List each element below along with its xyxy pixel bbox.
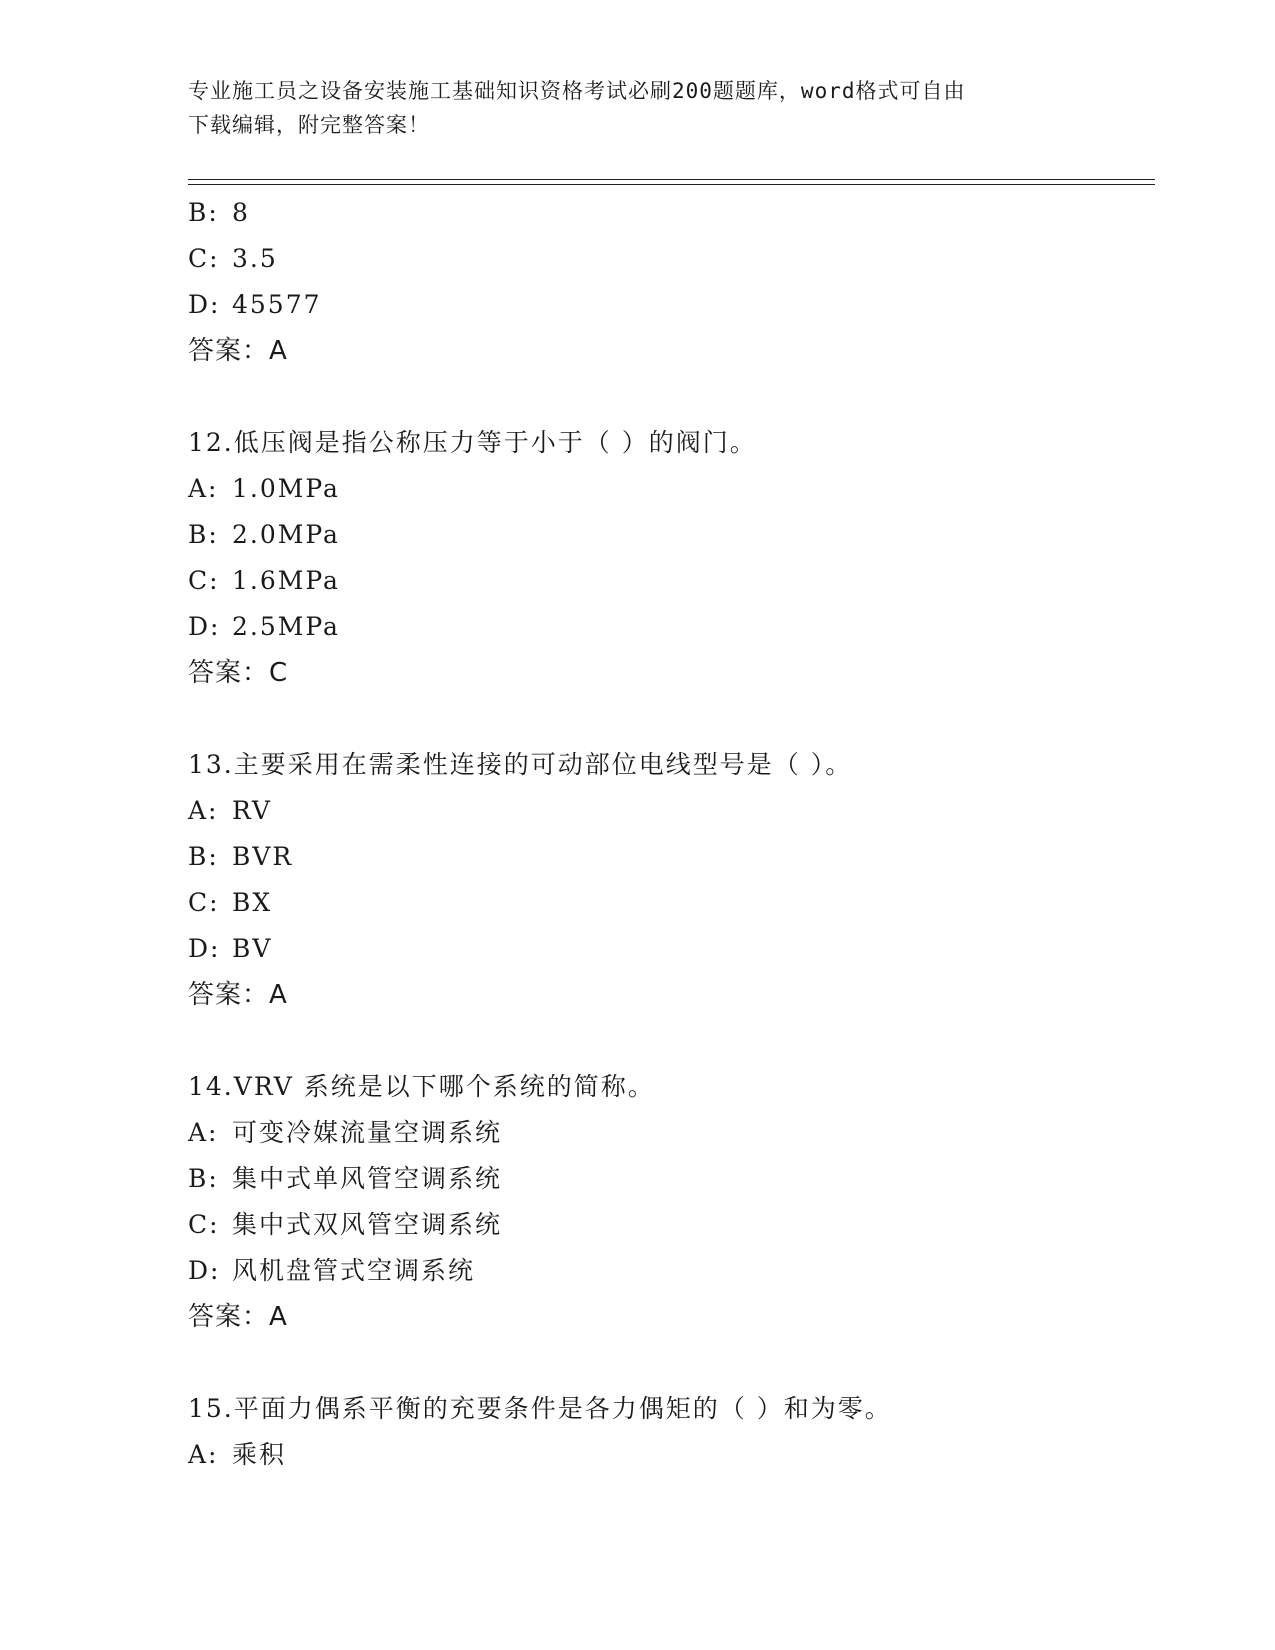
question-13 xyxy=(188,742,1148,1018)
option-c xyxy=(188,236,1148,282)
option-c xyxy=(188,880,1148,926)
option-text: BVR xyxy=(232,842,294,871)
document-header xyxy=(188,74,1088,142)
spacer xyxy=(188,374,1148,420)
answer-line: 答案：C xyxy=(188,658,289,688)
option-text: 1.6MPa xyxy=(232,566,340,595)
question-stem: 13.主要采用在需柔性连接的可动部位电线型号是（ ）。 xyxy=(188,750,853,779)
option-text: 风机盘管式空调系统 xyxy=(232,1256,476,1285)
spacer xyxy=(188,696,1148,742)
spacer xyxy=(188,1018,1148,1064)
question-15 xyxy=(188,1386,1148,1478)
option-key: B: xyxy=(188,520,219,549)
option-key: C: xyxy=(188,888,220,917)
header-line-2: 下载编辑，附完整答案！ xyxy=(188,113,430,137)
option-a xyxy=(188,1432,1148,1478)
answer-line: 答案：A xyxy=(188,980,288,1010)
option-key: A: xyxy=(188,474,219,503)
option-d xyxy=(188,604,1148,650)
option-text: 乘积 xyxy=(232,1440,287,1469)
option-text: 3.5 xyxy=(232,244,278,273)
option-key: C: xyxy=(188,244,220,273)
question-stem: 15.平面力偶系平衡的充要条件是各力偶矩的（ ）和为零。 xyxy=(188,1394,892,1423)
option-b xyxy=(188,512,1148,558)
answer-line: 答案：A xyxy=(188,336,288,366)
option-key: C: xyxy=(188,566,220,595)
option-key: D: xyxy=(188,1256,221,1285)
option-a xyxy=(188,1110,1148,1156)
option-key: D: xyxy=(188,934,221,963)
option-d xyxy=(188,282,1148,328)
option-text: 集中式单风管空调系统 xyxy=(232,1164,503,1193)
option-text: 1.0MPa xyxy=(232,474,340,503)
question-stem: 12.低压阀是指公称压力等于小于（ ）的阀门。 xyxy=(188,428,757,457)
option-text: 45577 xyxy=(232,290,322,319)
option-key: B: xyxy=(188,842,219,871)
option-a xyxy=(188,466,1148,512)
option-text: BV xyxy=(232,934,273,963)
option-key: A: xyxy=(188,1118,219,1147)
option-text: RV xyxy=(232,796,272,825)
spacer xyxy=(188,1340,1148,1386)
option-c xyxy=(188,1202,1148,1248)
option-a xyxy=(188,788,1148,834)
option-b xyxy=(188,1156,1148,1202)
option-key: D: xyxy=(188,290,221,319)
question-stem: 14.VRV 系统是以下哪个系统的简称。 xyxy=(188,1072,655,1101)
option-d xyxy=(188,926,1148,972)
option-d xyxy=(188,1248,1148,1294)
option-text: 可变冷媒流量空调系统 xyxy=(232,1118,503,1147)
option-key: B: xyxy=(188,1164,219,1193)
question-14 xyxy=(188,1064,1148,1340)
question-12 xyxy=(188,420,1148,696)
option-text: 2.5MPa xyxy=(232,612,340,641)
option-key: A: xyxy=(188,1440,219,1469)
header-divider-bottom xyxy=(188,184,1155,185)
option-text: 2.0MPa xyxy=(232,520,340,549)
option-key: B: xyxy=(188,198,219,227)
header-line-1: 专业施工员之设备安装施工基础知识资格考试必刷200题题库，word格式可自由 xyxy=(188,79,966,103)
question-11-carryover xyxy=(188,190,1148,374)
answer-line: 答案：A xyxy=(188,1302,288,1332)
option-text: 8 xyxy=(232,198,250,227)
option-c xyxy=(188,558,1148,604)
question-list xyxy=(188,190,1148,1478)
option-text: BX xyxy=(232,888,273,917)
header-divider-top xyxy=(188,179,1155,180)
option-key: A: xyxy=(188,796,219,825)
option-b xyxy=(188,834,1148,880)
option-key: C: xyxy=(188,1210,220,1239)
option-text: 集中式双风管空调系统 xyxy=(232,1210,503,1239)
option-b xyxy=(188,190,1148,236)
option-key: D: xyxy=(188,612,221,641)
